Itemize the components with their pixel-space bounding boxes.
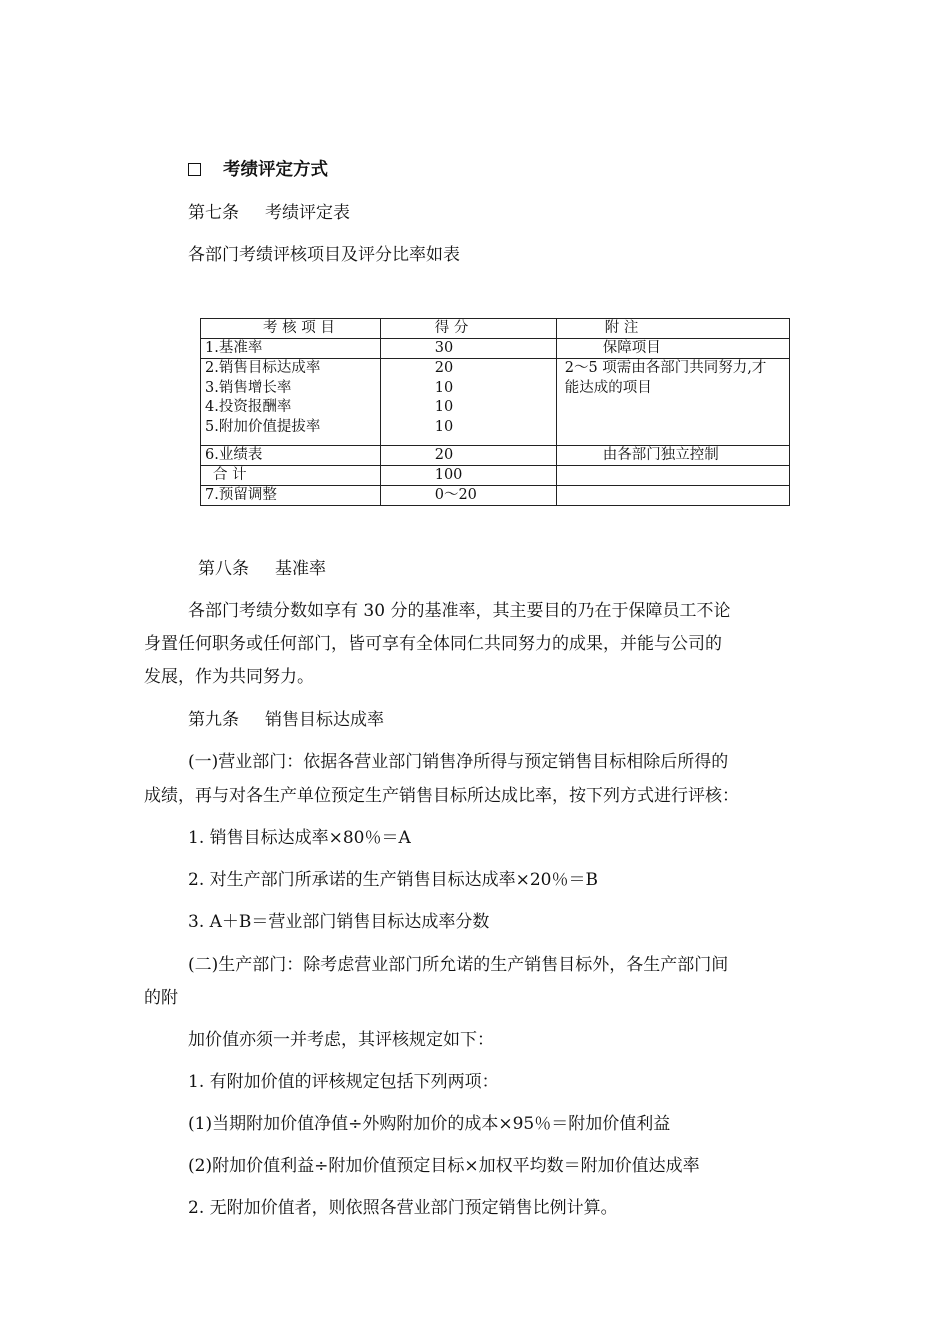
article-7-title: 考绩评定表	[265, 203, 350, 223]
section-title: 考绩评定方式	[223, 160, 328, 180]
cell-item: 6.业绩表	[201, 446, 381, 466]
cell-score: 10	[434, 418, 454, 435]
paragraph-line: 发展，作为共同努力。	[144, 667, 314, 687]
table-row	[201, 486, 790, 506]
list-item: 1. 销售目标达成率×80％＝A	[188, 828, 411, 848]
cell-score: 10	[434, 399, 454, 415]
table-row	[201, 339, 790, 359]
cell-item: 5.附加价值提拔率	[205, 418, 321, 435]
paragraph-line: 身置任何职务或任何部门，皆可享有全体同仁共同努力的成果，并能与公司的	[144, 634, 722, 654]
article-8-title: 基准率	[275, 559, 326, 579]
cell-note	[556, 486, 789, 506]
cell-note: 由各部门独立控制	[556, 446, 789, 466]
paragraph-line: 成绩，再与对各生产单位预定生产销售目标所达成比率，按下列方式进行评核：	[144, 786, 739, 806]
list-item: (2)附加价值利益÷附加价值预定目标×加权平均数＝附加价值达成率	[188, 1156, 700, 1176]
paragraph-line: (二)生产部门：除考虑营业部门所允诺的生产销售目标外，各生产部门间	[188, 955, 729, 975]
list-item: 2. 无附加价值者，则依照各营业部门预定销售比例计算。	[188, 1198, 618, 1218]
cell-score: 10	[434, 379, 454, 396]
list-item: 1. 有附加价值的评核规定包括下列两项：	[188, 1072, 499, 1092]
table-header-row	[201, 319, 790, 339]
article-7-number: 第七条	[188, 203, 239, 223]
empty-square-icon	[188, 163, 201, 176]
cell-item: 3.销售增长率	[205, 379, 292, 396]
paragraph-line: (一)营业部门：依据各营业部门销售净所得与预定销售目标相除后所得的	[188, 752, 729, 772]
table-row	[201, 446, 790, 466]
cell-items-group	[201, 359, 381, 446]
header-score: 得 分	[380, 319, 556, 339]
cell-note: 保障项目	[556, 339, 789, 359]
score-table	[200, 318, 790, 506]
cell-note	[556, 466, 789, 486]
article-7-heading	[188, 201, 350, 225]
list-item: 2. 对生产部门所承诺的生产销售目标达成率×20％＝B	[188, 870, 598, 890]
paragraph-line: 加价值亦须一并考虑，其评核规定如下：	[188, 1030, 494, 1050]
section-heading	[188, 158, 328, 182]
article-8-heading	[198, 557, 326, 581]
article-8-number: 第八条	[198, 559, 249, 579]
article-9-heading	[188, 708, 384, 732]
cell-item: 7.预留调整	[201, 486, 381, 506]
table-row	[201, 466, 790, 486]
header-note: 附 注	[556, 319, 789, 339]
paragraph-line: 的附	[144, 988, 178, 1008]
cell-note-group	[556, 359, 789, 446]
cell-item: 合 计	[201, 466, 381, 486]
cell-note-line: 能达成的项目	[564, 379, 652, 396]
cell-item: 4.投资报酬率	[205, 399, 292, 415]
cell-item: 1.基准率	[201, 339, 381, 359]
cell-note-line: 2～5 项需由各部门共同努力,才	[564, 360, 767, 376]
article-9-number: 第九条	[188, 710, 239, 730]
cell-score: 20	[380, 446, 556, 466]
list-item: (1)当期附加价值净值÷外购附加价的成本×95％＝附加价值利益	[188, 1114, 671, 1134]
cell-scores-group	[380, 359, 556, 446]
cell-score: 0～20	[380, 486, 556, 506]
header-item: 考 核 项 目	[201, 319, 381, 339]
cell-item: 2.销售目标达成率	[205, 360, 321, 376]
table-intro: 各部门考绩评核项目及评分比率如表	[188, 245, 460, 265]
cell-score: 100	[380, 466, 556, 486]
cell-score: 30	[380, 339, 556, 359]
paragraph-line: 各部门考绩分数如享有 30 分的基准率，其主要目的乃在于保障员工不论	[188, 601, 731, 621]
table-row-group	[201, 359, 790, 446]
article-9-title: 销售目标达成率	[265, 710, 384, 730]
list-item: 3. A＋B＝营业部门销售目标达成率分数	[188, 912, 490, 932]
cell-score: 20	[434, 360, 454, 376]
